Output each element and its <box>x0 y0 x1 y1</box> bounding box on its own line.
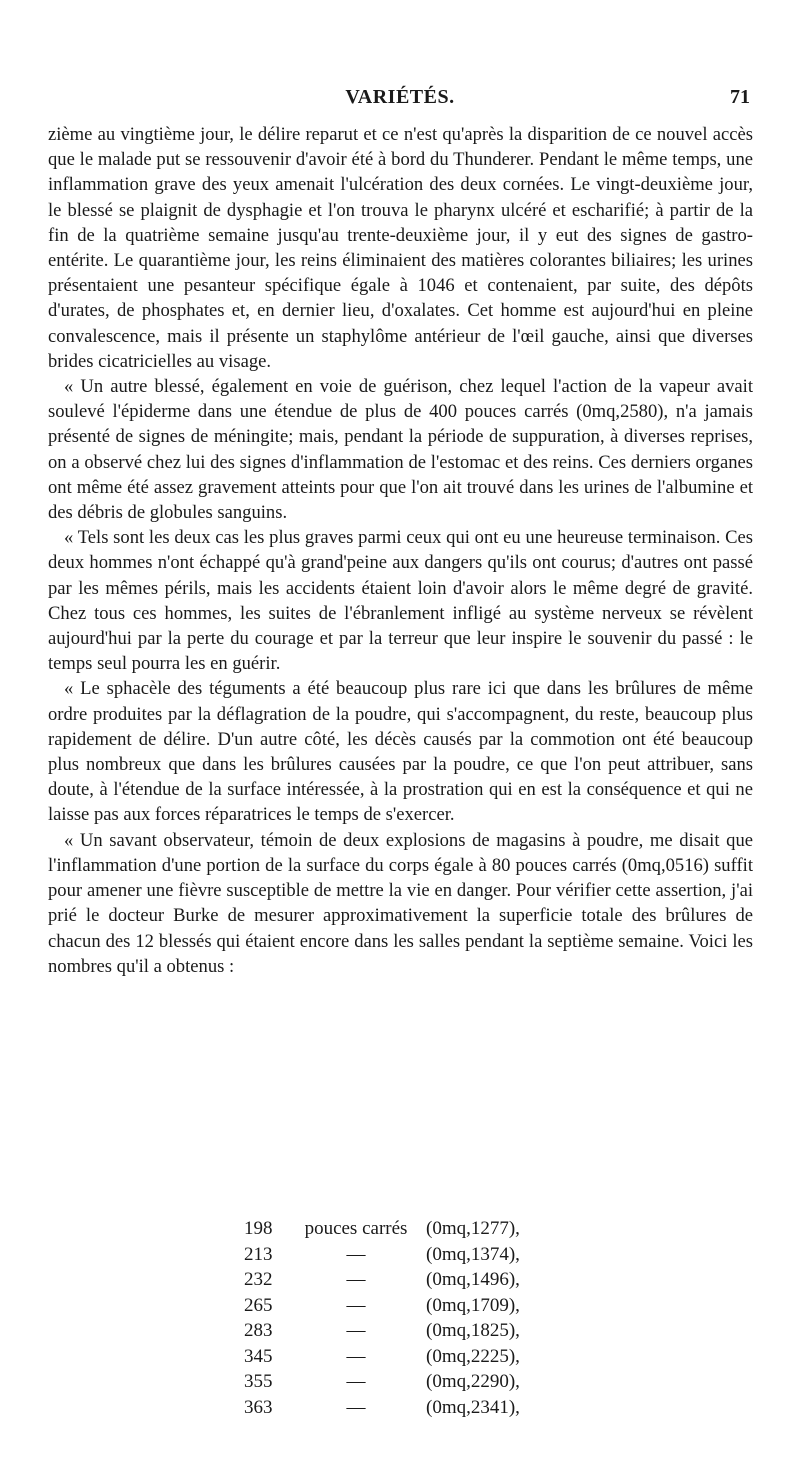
area-value: 232 <box>244 1269 273 1290</box>
unit-label: — <box>346 1320 366 1341</box>
area-value: 265 <box>244 1294 273 1316</box>
unit-label: — <box>346 1396 366 1418</box>
metric-value: (0mq,1374), <box>426 1243 520 1265</box>
metric-value: (0mq,1496), <box>426 1269 520 1290</box>
burn-area-table <box>244 1216 584 1420</box>
area-value: 355 <box>244 1371 273 1392</box>
paragraph-5: « Un savant observateur, témoin de deux explosions de magasins à poudre, me disait que l'inflammation d'une portion de la surface du corps égale à 80 pouces carrés (0mq,0516) suffit pour amener une fièvre susceptible de mettre la vie en danger. Pour vérifier cette assertion, j'ai prié le docteur Burke de mesurer approximativement la superficie totale des brûlures de chacun des 12 blessés qui étaient encore dans les salles pendant la septième semaine. Voici les nombres qu'il a obtenus : <box>48 829 753 977</box>
unit-label: — <box>346 1371 366 1392</box>
table-row <box>244 1242 584 1268</box>
table-row <box>244 1369 584 1395</box>
metric-value: (0mq,1709), <box>426 1294 520 1316</box>
unit-label: pouces carrés <box>304 1218 408 1239</box>
body-text <box>48 122 753 979</box>
metric-value: (0mq,2341), <box>426 1396 520 1418</box>
metric-value: (0mq,2290), <box>426 1371 520 1392</box>
running-title: VARIÉTÉS. <box>345 86 455 108</box>
unit-label: — <box>346 1269 366 1290</box>
area-value: 363 <box>244 1396 273 1418</box>
table-row <box>244 1216 584 1242</box>
area-value: 283 <box>244 1320 273 1341</box>
metric-value: (0mq,2225), <box>426 1345 520 1367</box>
area-value: 213 <box>244 1243 273 1265</box>
metric-value: (0mq,1277), <box>426 1218 520 1239</box>
area-value: 345 <box>244 1345 273 1367</box>
table-row <box>244 1344 584 1370</box>
metric-value: (0mq,1825), <box>426 1320 520 1341</box>
running-header <box>50 86 750 114</box>
unit-label: — <box>346 1243 366 1265</box>
table-row <box>244 1293 584 1319</box>
paragraph-4: « Le sphacèle des téguments a été beaucoup plus rare ici que dans les brûlures de même ordre produites par la déflagration de la poudre, qui s'accompagnent, du reste, beaucoup plus rapidement de délire. D'un autre côté, les décès causés par la commotion ont été beaucoup plus nombreux que dans les brûlures causées par la poudre, ce que l'on peut attribuer, sans doute, à l'étendue de la surface intéressée, à la prostration qui en est la conséquence et qui ne laisse pas aux forces réparatrices le temps de s'exercer. <box>48 678 753 826</box>
area-value: 198 <box>244 1218 273 1239</box>
paragraph-1: zième au vingtième jour, le délire reparut et ce n'est qu'après la disparition de ce nouvel accès que le malade put se ressouvenir d'avoir été à bord du Thunderer. Pendant le même temps, une inflammation grave des yeux amenait l'ulcération des deux cornées. Le vingt-deuxième jour, le blessé se plaignit de dysphagie et l'on trouva le pharynx ulcéré et escharifié; à partir de la fin de la quatrième semaine jusqu'au trente-deuxième jour, il y eut des signes de gastro-entérite. Le quarantième jour, les reins éliminaient des matières colorantes biliaires; les urines présentaient une pesanteur spécifique égale à 1046 et contenaient, par suite, des dépôts d'urates, de phosphates et, en dernier lieu, d'oxalates. Cet homme est aujourd'hui en pleine convalescence, mais il présente un staphylôme antérieur de l'œil gauche, ainsi que diverses brides cicatricielles au visage. <box>48 124 753 372</box>
unit-label: — <box>346 1345 366 1367</box>
table-row <box>244 1395 584 1421</box>
page-number: 71 <box>730 86 750 108</box>
paragraph-2: « Un autre blessé, également en voie de guérison, chez lequel l'action de la vapeur avait soulevé l'épiderme dans une étendue de plus de 400 pouces carrés (0mq,2580), n'a jamais présenté de signes de méningite; mais, pendant la période de suppuration, à diverses reprises, on a observé chez lui des signes d'inflammation de l'estomac et des reins. Ces derniers organes ont même été assez gravement atteints pour que l'on ait trouvé dans les urines de l'albumine et des débris de globules sanguins. <box>48 376 753 524</box>
table-row <box>244 1318 584 1344</box>
paragraph-3: « Tels sont les deux cas les plus graves parmi ceux qui ont eu une heureuse terminaison. Ces deux hommes n'ont échappé qu'à grand'peine aux dangers qu'ils ont courus; d'autres ont passé par les mêmes périls, mais les accidents étaient loin d'avoir alors le même degré de gravité. Chez tous ces hommes, les suites de l'ébranlement infligé au système nerveux se révèlent aujourd'hui par la perte du courage et par la terreur que leur inspire le souvenir du passé : le temps seul pourra les en guérir. <box>48 527 753 675</box>
table-row <box>244 1267 584 1293</box>
unit-label: — <box>346 1294 366 1316</box>
